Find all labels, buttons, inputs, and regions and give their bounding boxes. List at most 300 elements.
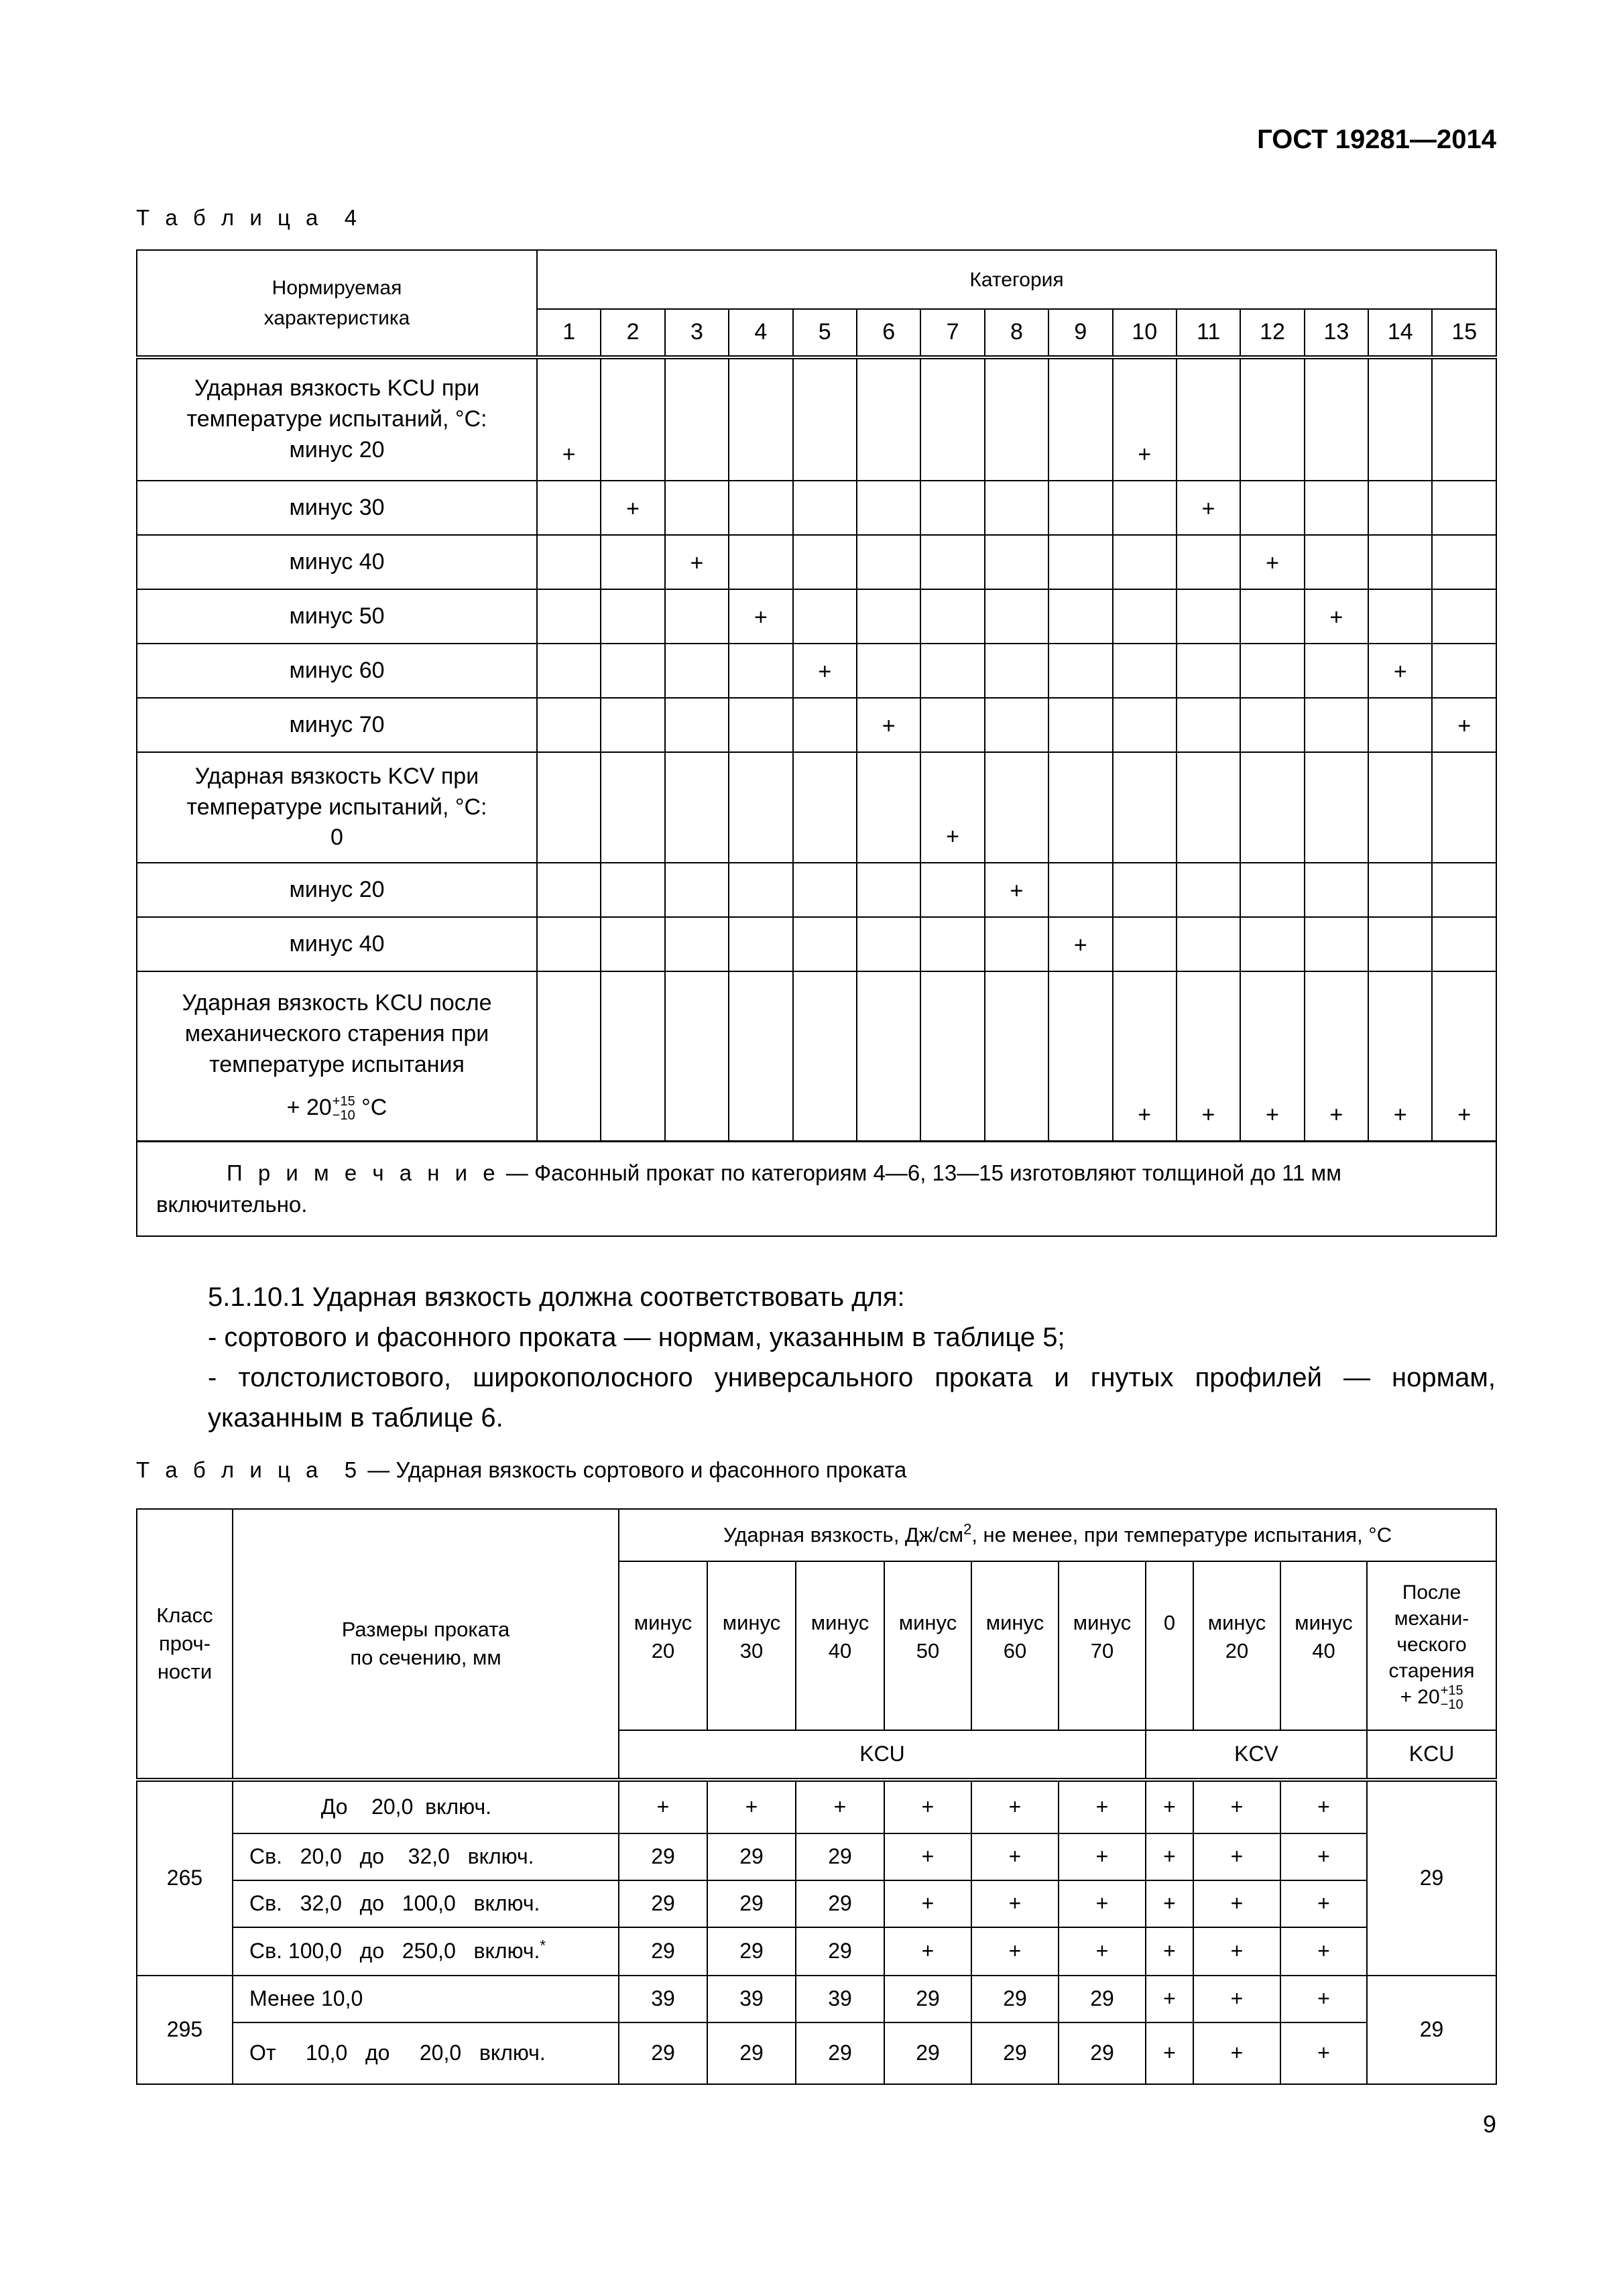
table5-header-temp (971, 1561, 1059, 1730)
table4-row (137, 644, 1496, 698)
table4-cell (1368, 917, 1432, 971)
table5-value: + (1059, 1927, 1146, 1976)
table5-value: + (1146, 1880, 1193, 1927)
table4-cell (920, 357, 984, 481)
header-line: 70 (1090, 1638, 1114, 1663)
table5-header-kcu: KCU (619, 1730, 1146, 1780)
table5-header-temp (1146, 1561, 1193, 1730)
table5-value: 29 (884, 2022, 971, 2084)
table4-cell (1368, 357, 1432, 481)
table4-cell (793, 863, 857, 917)
table4-cell (1432, 535, 1496, 589)
table4-cell (1368, 698, 1432, 752)
table4-cell (1240, 863, 1304, 917)
table4-cell (537, 535, 601, 589)
table4-cell: + (1240, 535, 1304, 589)
table5-value: 29 (707, 1927, 796, 1976)
table4-cell (1368, 535, 1432, 589)
table4-cell (793, 589, 857, 644)
table4-cell (665, 357, 729, 481)
table4-header-characteristic: Нормируемая характеристика (137, 250, 537, 357)
table4-cell (729, 535, 792, 589)
table4-cell (985, 357, 1048, 481)
table5-header-temp (707, 1561, 796, 1730)
table5-value: + (971, 1780, 1059, 1833)
table4-cell (1305, 917, 1368, 971)
impact-text: Ударная вязкость, Дж/см (723, 1523, 964, 1547)
table5-class: 265 (137, 1780, 233, 1976)
table4-cell: + (601, 481, 664, 535)
table4-cell (793, 752, 857, 863)
table5-header-kcv: KCV (1146, 1730, 1367, 1780)
tolerance-fraction (1441, 1684, 1463, 1712)
impact-text: , не менее, при температуре испытания, °C (971, 1523, 1392, 1547)
table5-value: + (1280, 1880, 1367, 1927)
table4-row (137, 698, 1496, 752)
table5-value: + (971, 1833, 1059, 1880)
header-line: минус (1073, 1611, 1132, 1634)
header-line: Размеры проката (341, 1618, 510, 1642)
table4-cell: + (1177, 971, 1240, 1141)
table4-cell (601, 644, 664, 698)
table4-cell (793, 698, 857, 752)
table4-row (137, 971, 1496, 1141)
table4-label-line: минус 70 (289, 711, 385, 737)
table4-cell (537, 481, 601, 535)
table4-category-number: 7 (920, 309, 984, 357)
table5-aging-formula (1368, 1684, 1496, 1712)
table4-row-label (137, 971, 537, 1141)
table4-category-number: 5 (793, 309, 857, 357)
table4-cell (601, 863, 664, 917)
table4-cell (985, 589, 1048, 644)
table4-category-number: 15 (1432, 309, 1496, 357)
table4-cell (601, 917, 664, 971)
table5-caption (136, 1457, 906, 1483)
size-text: До 20,0 включ. (249, 1795, 492, 1819)
table5-value: + (1280, 2022, 1367, 2084)
table4-cell (857, 481, 920, 535)
table5-row (137, 1976, 1496, 2022)
table4-category-number: 8 (985, 309, 1048, 357)
table4-cell (920, 535, 984, 589)
header-line: 20 (651, 1638, 675, 1663)
table4-cell (857, 535, 920, 589)
table4-cell (665, 698, 729, 752)
table4-cell (601, 535, 664, 589)
header-line: ческого (1396, 1633, 1467, 1656)
table4-header-category: Категория (537, 250, 1496, 309)
table4-cell: + (1432, 698, 1496, 752)
table4-cell (1240, 589, 1304, 644)
table4-row (137, 589, 1496, 644)
table5-size (233, 2022, 619, 2084)
table5-value: + (1146, 1927, 1193, 1976)
table4-cell (1177, 863, 1240, 917)
table4-cell (857, 644, 920, 698)
header-line: старения (1388, 1659, 1475, 1682)
table4-cell (537, 589, 601, 644)
table4-cell: + (1113, 357, 1177, 481)
table4-cell (1368, 752, 1432, 863)
table5-value: 29 (884, 1976, 971, 2022)
table4-note (137, 1141, 1496, 1236)
table5-value: 29 (796, 1880, 884, 1927)
table4-cell (920, 481, 984, 535)
table4-cell (793, 971, 857, 1141)
table4-cell: + (920, 752, 984, 863)
table5-value: 39 (796, 1976, 884, 2022)
table4-cell (985, 752, 1048, 863)
table4-row (137, 917, 1496, 971)
table5-value: + (619, 1780, 707, 1833)
table4-row-label (137, 752, 537, 863)
table4-cell (985, 698, 1048, 752)
table4-label-line: температуре испытаний, °C: (186, 406, 487, 432)
table4-cell (537, 644, 601, 698)
table5-header-temp (1059, 1561, 1146, 1730)
table4-cell: + (1305, 971, 1368, 1141)
table4-cell (1368, 589, 1432, 644)
table4-cell (857, 863, 920, 917)
table5-value: + (1146, 1780, 1193, 1833)
table4-label-line: минус 30 (289, 494, 385, 520)
table4-cell (1432, 752, 1496, 863)
table4-cell: + (665, 535, 729, 589)
table4-cell (1432, 644, 1496, 698)
table4-label-line: Ударная вязкость KCU при (194, 375, 480, 402)
table4-cell (1048, 481, 1112, 535)
table5-value: 29 (971, 2022, 1059, 2084)
table4-cell: + (1368, 971, 1432, 1141)
table4-cell (537, 971, 601, 1141)
table4-cell (1177, 589, 1240, 644)
table4-caption: Т а б л и ц а 4 (136, 205, 362, 230)
table4-cell (1368, 481, 1432, 535)
table5-size (233, 1880, 619, 1927)
table4-label-line: минус 40 (289, 548, 385, 575)
table4-category-number: 3 (665, 309, 729, 357)
table4-cell (1113, 863, 1177, 917)
table4-cell: + (1048, 917, 1112, 971)
table4-cell (793, 357, 857, 481)
table4-cell (857, 917, 920, 971)
table5-value: + (1193, 1927, 1280, 1976)
table4-cell (537, 863, 601, 917)
table4-row-label (137, 863, 537, 917)
table4-label-line: Ударная вязкость KCV при (194, 763, 479, 789)
table4-row-label (137, 357, 537, 481)
table4-category-number: 14 (1368, 309, 1432, 357)
table4-cell (1305, 863, 1368, 917)
table5-value: 29 (619, 1927, 707, 1976)
table4-row (137, 535, 1496, 589)
header-line: 20 (1225, 1638, 1249, 1663)
table4-row-label (137, 535, 537, 589)
header-line: минус (634, 1611, 693, 1634)
table4-cell: + (857, 698, 920, 752)
table4-row-label (137, 917, 537, 971)
header-line: После (1402, 1581, 1461, 1604)
table4-cell (920, 863, 984, 917)
table5-value: + (971, 1927, 1059, 1976)
table5-value: 29 (796, 2022, 884, 2084)
table5-header-temp (884, 1561, 971, 1730)
table5-header-aging (1367, 1561, 1496, 1730)
table4-cell (665, 589, 729, 644)
table4-label-line: 0 (330, 825, 343, 851)
table4-cell (920, 971, 984, 1141)
table4-category-number: 1 (537, 309, 601, 357)
tolerance-upper: +15 (332, 1094, 355, 1109)
table4-cell (920, 917, 984, 971)
table5-aging-value: 29 (1367, 1976, 1496, 2084)
table4-cell (985, 481, 1048, 535)
table4-cell (1113, 752, 1177, 863)
table5-value: 39 (619, 1976, 707, 2022)
table4-label-line: минус 60 (289, 657, 385, 683)
table4-cell (665, 481, 729, 535)
table5-value: 29 (707, 1880, 796, 1927)
table5-value: + (1193, 1976, 1280, 2022)
table4-label-line: минус 50 (289, 603, 385, 629)
table4-row-label (137, 589, 537, 644)
table4-cell (537, 917, 601, 971)
table5-header-temp (619, 1561, 707, 1730)
footnote-mark: * (540, 1937, 546, 1954)
table4-cell (665, 863, 729, 917)
table4-cell (729, 481, 792, 535)
table5-header-temp (796, 1561, 884, 1730)
table4-cell (1432, 357, 1496, 481)
paragraph-line: 5.1.10.1 Ударная вязкость должна соответствовать для: (208, 1282, 905, 1312)
header-line: 30 (739, 1638, 764, 1663)
table4-category-number: 2 (601, 309, 664, 357)
table4-cell (1177, 698, 1240, 752)
table4-cell: + (1113, 971, 1177, 1141)
table4-row (137, 357, 1496, 481)
table5-value: 29 (619, 1880, 707, 1927)
table4-cell (729, 752, 792, 863)
table5-value: + (884, 1780, 971, 1833)
table4-category-number: 9 (1048, 309, 1112, 357)
table4-cell (857, 971, 920, 1141)
impact-sup: 2 (963, 1520, 972, 1538)
table5-value: + (1280, 1976, 1367, 2022)
table4-label-line: температуре испытания (209, 1052, 465, 1078)
table4-cell (793, 917, 857, 971)
table4-cell: + (1305, 589, 1368, 644)
table4-cell (985, 644, 1048, 698)
formula-prefix: + 20 (1400, 1685, 1440, 1708)
tolerance-fraction (333, 1095, 355, 1123)
table5-value: + (1059, 1880, 1146, 1927)
table4-row (137, 752, 1496, 863)
table4-cell (1305, 644, 1368, 698)
table4-cell (1305, 698, 1368, 752)
table4-cell (857, 357, 920, 481)
table4-cell (920, 698, 984, 752)
table5-value: 29 (619, 1833, 707, 1880)
size-text: Менее 10,0 (249, 1986, 363, 2011)
table5-value: + (1059, 1780, 1146, 1833)
table5-value: 29 (707, 1833, 796, 1880)
header-line: минус (898, 1611, 957, 1634)
size-text: От 10,0 до 20,0 включ. (249, 2041, 546, 2065)
table5-value: + (796, 1780, 884, 1833)
table4-cell (1048, 357, 1112, 481)
table5-value: + (1280, 1780, 1367, 1833)
table4-cell (729, 644, 792, 698)
header-line: Класс (156, 1604, 213, 1628)
table4-cell (1432, 917, 1496, 971)
table4-cell (729, 917, 792, 971)
table5-header-kcu-aging: KCU (1367, 1730, 1496, 1780)
table4-cell (665, 644, 729, 698)
header-line: минус (1295, 1611, 1353, 1634)
table5-value: + (884, 1833, 971, 1880)
table4-header-row (137, 250, 1496, 309)
table4-cell (985, 971, 1048, 1141)
table4-category-number: 4 (729, 309, 792, 357)
table4-cell (1048, 698, 1112, 752)
table5-header-temp (1193, 1561, 1280, 1730)
table4-cell (920, 589, 984, 644)
table5 (136, 1508, 1497, 2085)
header-line: минус (1207, 1611, 1266, 1634)
table5-value: 29 (707, 2022, 796, 2084)
table4-cell (601, 698, 664, 752)
table5-value: 29 (971, 1976, 1059, 2022)
table4-row (137, 863, 1496, 917)
table4-cell: + (537, 357, 601, 481)
table4-cell: + (729, 589, 792, 644)
table4-category-number: 12 (1240, 309, 1304, 357)
table4-cell (729, 971, 792, 1141)
table5-size (233, 1927, 619, 1976)
table4-cell: + (793, 644, 857, 698)
table4-cell (1305, 535, 1368, 589)
table5-value: + (971, 1880, 1059, 1927)
table4-cell (601, 589, 664, 644)
table4-cell (1240, 752, 1304, 863)
table4-label-line: механического старения при (184, 1021, 489, 1047)
table4-cell (793, 481, 857, 535)
size-text: Св. 100,0 до 250,0 включ. (249, 1939, 540, 1963)
table5-size (233, 1780, 619, 1833)
table5-header-class (137, 1509, 233, 1780)
table5-value: 29 (796, 1927, 884, 1976)
table5-header-row (137, 1509, 1496, 1561)
table5-value: + (1146, 1976, 1193, 2022)
table4-category-number: 10 (1113, 309, 1177, 357)
table5-value: + (1280, 1833, 1367, 1880)
paragraph-line: - толстолистового, широкополосного универсального проката и гнутых профилей — нормам, указанным в таблице 6. (208, 1363, 1496, 1433)
note-label: П р и м е ч а н и е (227, 1160, 500, 1185)
table5-row (137, 1880, 1496, 1927)
table5-caption-label: Т а б л и ц а 5 (136, 1457, 362, 1482)
table4-cell (1432, 589, 1496, 644)
header-line: механи- (1394, 1607, 1469, 1630)
table4-category-number: 6 (857, 309, 920, 357)
header-line: ности (157, 1659, 213, 1683)
table4-cell (1048, 863, 1112, 917)
table4-cell (1240, 357, 1304, 481)
table4-cell (920, 644, 984, 698)
table4-row-label (137, 698, 537, 752)
table4-cell (665, 971, 729, 1141)
table5-value: + (1059, 1833, 1146, 1880)
table4-row-label (137, 481, 537, 535)
table4-cell (793, 535, 857, 589)
table4-cell (1368, 863, 1432, 917)
table4-note-row (137, 1141, 1496, 1236)
header-line: 50 (916, 1638, 940, 1663)
table5-value: + (707, 1780, 796, 1833)
header-line: проч- (158, 1632, 211, 1656)
table4-cell (985, 917, 1048, 971)
table5-value: + (1146, 1833, 1193, 1880)
table4-cell (1177, 752, 1240, 863)
table4-cell (1177, 357, 1240, 481)
table4 (136, 249, 1497, 1237)
table4-cell (537, 752, 601, 863)
header-line: минус (985, 1611, 1044, 1634)
table5-value: + (884, 1927, 971, 1976)
table4-label-formula (137, 1093, 536, 1124)
table4-cell (601, 357, 664, 481)
table4-cell (985, 535, 1048, 589)
table4-cell: + (1432, 971, 1496, 1141)
table4-cell: + (985, 863, 1048, 917)
table4-cell (665, 752, 729, 863)
table4-label-line: минус 20 (289, 436, 385, 463)
table4-cell: + (1177, 481, 1240, 535)
table4-cell (1177, 535, 1240, 589)
table5-value: + (884, 1880, 971, 1927)
table4-cell (537, 698, 601, 752)
header-line: минус (722, 1611, 781, 1634)
table4-cell (1240, 644, 1304, 698)
header-line: 60 (1003, 1638, 1027, 1663)
table4-cell (1113, 644, 1177, 698)
table5-value: + (1193, 2022, 1280, 2084)
table4-label-line: минус 20 (289, 876, 385, 902)
table4-cell (1113, 481, 1177, 535)
table4-cell (857, 589, 920, 644)
table4-cell (1305, 752, 1368, 863)
table5-value: + (1146, 2022, 1193, 2084)
paragraph-line: - сортового и фасонного проката — нормам, указанным в таблице 5; (208, 1323, 1065, 1352)
table4-row (137, 481, 1496, 535)
size-text: Св. 20,0 до 32,0 включ. (249, 1844, 534, 1869)
table4-cell (729, 357, 792, 481)
table4-cell (1240, 917, 1304, 971)
table5-value: 29 (1059, 1976, 1146, 2022)
table5-caption-text: — Ударная вязкость сортового и фасонного проката (361, 1457, 907, 1482)
table5-size (233, 1976, 619, 2022)
table4-label-line: минус 40 (289, 930, 385, 957)
header-line: 0 (1163, 1611, 1176, 1634)
formula-unit: °C (355, 1095, 387, 1121)
table4-cell (1305, 357, 1368, 481)
table5-value: 29 (619, 2022, 707, 2084)
table4-cell (1048, 535, 1112, 589)
table5-row (137, 1780, 1496, 1833)
table5-row (137, 2022, 1496, 2084)
header-line: минус (810, 1611, 869, 1634)
table4-cell (665, 917, 729, 971)
